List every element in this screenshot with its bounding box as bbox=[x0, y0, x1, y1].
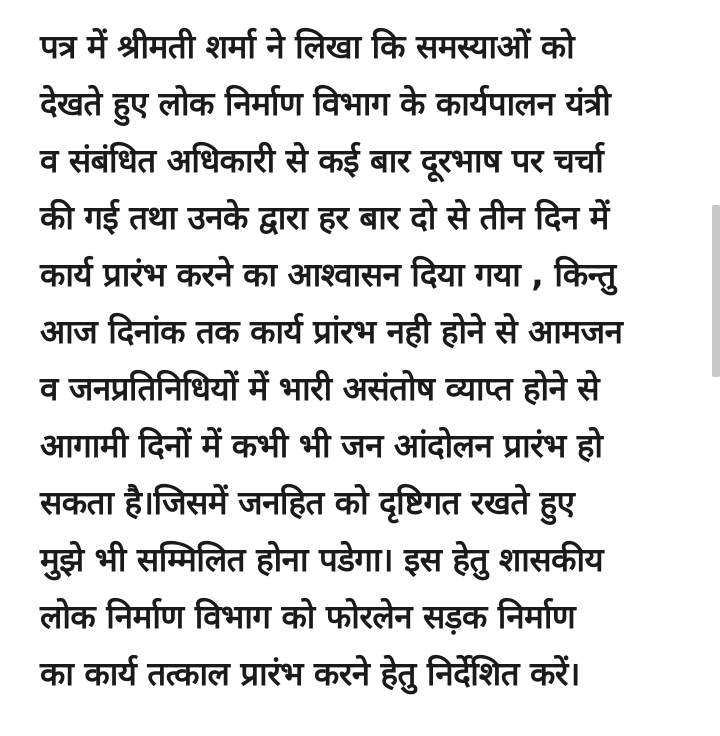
text-line: मुझे भी सम्मिलित होना पडेगा। इस हेतु शासकीय bbox=[40, 540, 604, 579]
text-line: सकता है।जिसमें जनहित को दृष्टिगत रखते हुए bbox=[40, 483, 575, 522]
text-line: आज दिनांक तक कार्य प्रांरभ नही होने से आमजन bbox=[40, 312, 623, 351]
text-line: आगामी दिनों में कभी भी जन आंदोलन प्रारंभ हो bbox=[40, 426, 603, 465]
text-line: का कार्य तत्काल प्रारंभ करने हेतु निर्देशित करें। bbox=[40, 654, 580, 693]
text-line: कार्य प्रारंभ करने का आश्वासन दिया गया , किन्तु bbox=[40, 255, 616, 294]
scrollbar-thumb[interactable] bbox=[712, 205, 720, 377]
text-line: व संबंधित अधिकारी से कई बार दूरभाष पर चर्चा bbox=[40, 141, 604, 180]
article-text bbox=[40, 18, 700, 702]
text-line: देखते हुए लोक निर्माण विभाग के कार्यपालन यंत्री bbox=[40, 84, 611, 123]
text-line: लोक निर्माण विभाग को फोरलेन सड़क निर्माण bbox=[40, 597, 576, 636]
text-line: पत्र में श्रीमती शर्मा ने लिखा कि समस्याओं को bbox=[40, 27, 575, 66]
text-line: की गई तथा उनके द्वारा हर बार दो से तीन दिन में bbox=[40, 198, 609, 237]
text-line: व जनप्रतिनिधियों में भारी असंतोष व्याप्त होने से bbox=[40, 369, 600, 408]
